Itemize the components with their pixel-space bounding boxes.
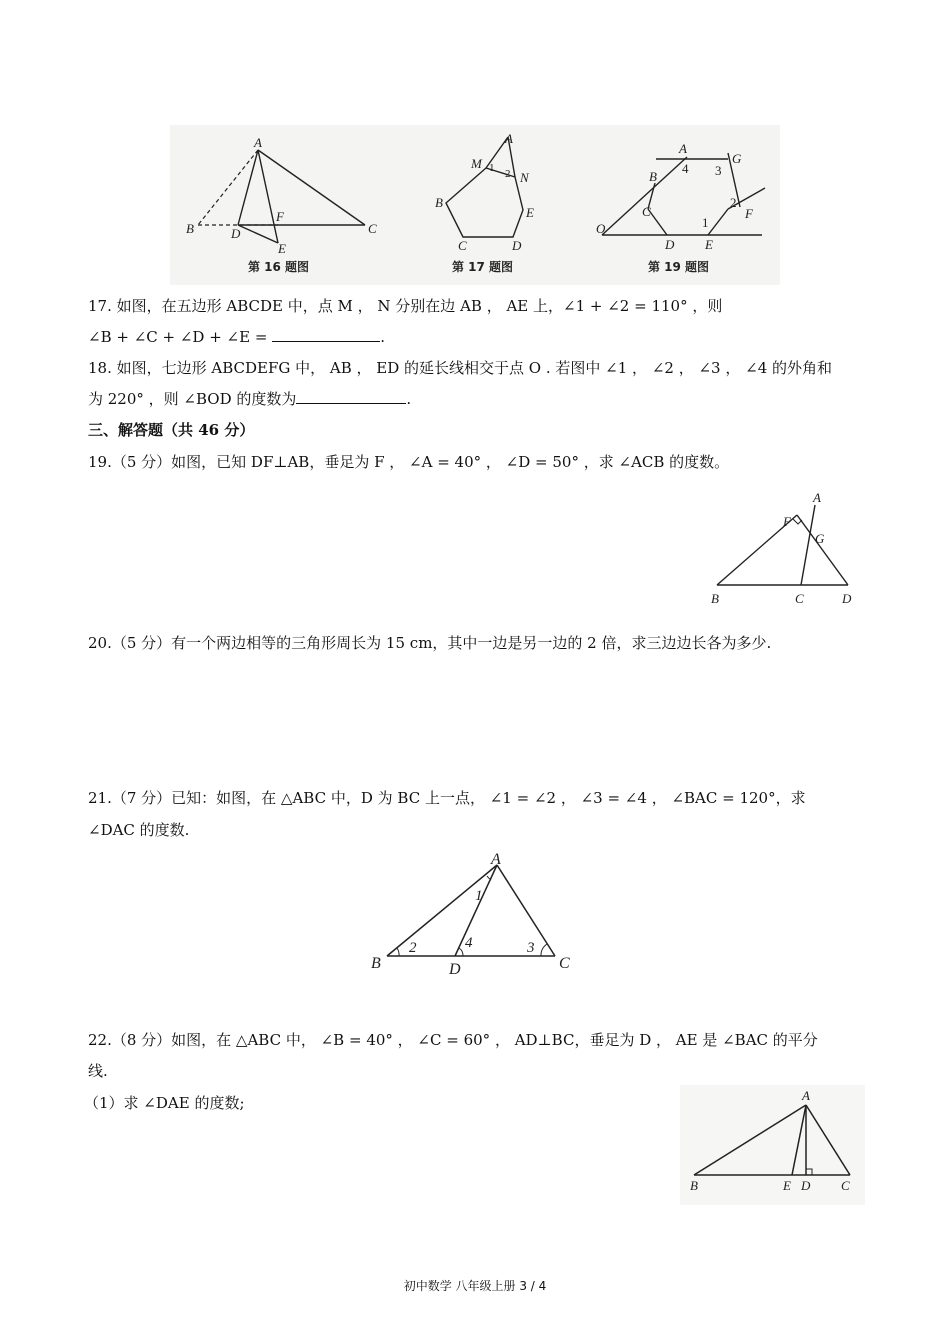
q18-line2-end: .: [406, 390, 412, 408]
q19-figure: [705, 488, 865, 610]
fig16-label-D: D: [231, 226, 241, 241]
fig17-label-1: 1: [489, 162, 495, 174]
fig19-label-2: 2: [730, 195, 737, 210]
q22-label-B: B: [690, 1178, 698, 1193]
fig17-label-D: D: [512, 238, 522, 253]
page-footer: 初中数学 八年级上册 3 / 4: [403, 1279, 547, 1293]
q19-text: 19.（5 分）如图，已知 DF⊥AB，垂足为 F ， ∠A = 40° ， ∠D = 50° ，求 ∠ACB 的度数。: [88, 453, 730, 471]
q19-label-C: C: [795, 591, 804, 606]
fig19-label-A: A: [679, 141, 687, 156]
q21-label-4: 4: [465, 935, 473, 951]
q21-label-2: 2: [409, 940, 417, 956]
fig19-label-O: O: [596, 221, 606, 236]
q22-line2: 线.: [88, 1062, 108, 1080]
q22-sub1: （1）求 ∠DAE 的度数;: [84, 1094, 245, 1112]
q18-line2: [88, 389, 411, 409]
q17-line2: [88, 327, 385, 347]
q22-label-A: A: [802, 1088, 810, 1103]
q21-label-B: B: [371, 955, 381, 972]
q21-label-D: D: [449, 961, 461, 978]
q18-line2-text: 为 220° ，则 ∠BOD 的度数为: [88, 390, 297, 408]
q18-line1: 18. 如图，七边形 ABCDEFG 中， AB ， ED 的延长线相交于点 O . 若图中 ∠1 ， ∠2 ， ∠3 ， ∠4 的外角和: [88, 359, 833, 377]
fig16-label-B: B: [186, 221, 194, 236]
q17-line1: 17. 如图，在五边形 ABCDE 中，点 M ， N 分别在边 AB ， AE 上，∠1 + ∠2 = 110° ，则: [88, 297, 723, 315]
q22-line1: 22.（8 分）如图，在 △ABC 中， ∠B = 40° ， ∠C = 60° ， AD⊥BC，垂足为 D ， AE 是 ∠BAC 的平分: [88, 1031, 818, 1049]
q20-text: 20.（5 分）有一个两边相等的三角形周长为 15 cm，其中一边是另一边的 2 倍，求三边边长各为多少.: [88, 634, 772, 652]
q17-line2-end: .: [380, 328, 385, 346]
fig19-label-4: 4: [682, 161, 689, 176]
top-figures: [170, 125, 780, 285]
fig16-caption: 第 16 题图: [248, 260, 310, 274]
fig16-label-C: C: [368, 221, 377, 236]
fig17-label-E: E: [526, 205, 534, 220]
q21-figure: [365, 848, 580, 980]
fig17-label-2: 2: [505, 168, 511, 180]
q17-line2-text: ∠B + ∠C + ∠D + ∠E =: [88, 328, 268, 346]
q22-label-D: D: [801, 1178, 811, 1193]
q18-answer-blank[interactable]: [296, 389, 406, 404]
section-3-heading: 三、解答题（共 46 分）: [88, 421, 255, 439]
fig19-label-3: 3: [715, 163, 722, 178]
q19-label-B: B: [711, 591, 719, 606]
fig19-label-D: D: [665, 237, 675, 252]
q22-figure: [680, 1085, 865, 1205]
q19-label-F: F: [783, 514, 791, 529]
q21-label-1: 1: [475, 888, 483, 904]
q21-line1: 21.（7 分）已知：如图，在 △ABC 中，D 为 BC 上一点， ∠1 = ∠2 ， ∠3 = ∠4 ， ∠BAC = 120°，求: [88, 789, 806, 807]
q17-answer-blank[interactable]: [272, 327, 380, 342]
q21-label-3: 3: [527, 940, 535, 956]
fig19-label-C: C: [642, 204, 651, 219]
fig17-label-B: B: [435, 195, 443, 210]
q22-label-C: C: [841, 1178, 850, 1193]
fig16-label-A: A: [254, 135, 262, 150]
q21-line2: ∠DAC 的度数.: [88, 821, 190, 839]
fig19-label-1: 1: [702, 215, 709, 230]
q22-label-E: E: [783, 1178, 791, 1193]
fig17-label-M: M: [471, 156, 482, 171]
fig17-label-N: N: [520, 170, 529, 185]
q19-label-A: A: [813, 490, 821, 505]
fig17-caption: 第 17 题图: [452, 260, 514, 274]
q21-label-A: A: [491, 851, 501, 868]
fig19-caption: 第 19 题图: [648, 260, 710, 274]
fig19-label-B: B: [649, 169, 657, 184]
q19-label-G: G: [815, 531, 825, 546]
fig19-label-G: G: [732, 151, 742, 166]
fig16-label-F: F: [276, 209, 284, 224]
fig17-label-A: A: [505, 131, 513, 146]
q19-label-D: D: [842, 591, 852, 606]
fig16-label-E: E: [278, 241, 286, 256]
fig17-label-C: C: [458, 238, 467, 253]
fig19-label-E: E: [705, 237, 713, 252]
fig19-label-F: F: [745, 206, 753, 221]
q21-label-C: C: [559, 955, 570, 972]
